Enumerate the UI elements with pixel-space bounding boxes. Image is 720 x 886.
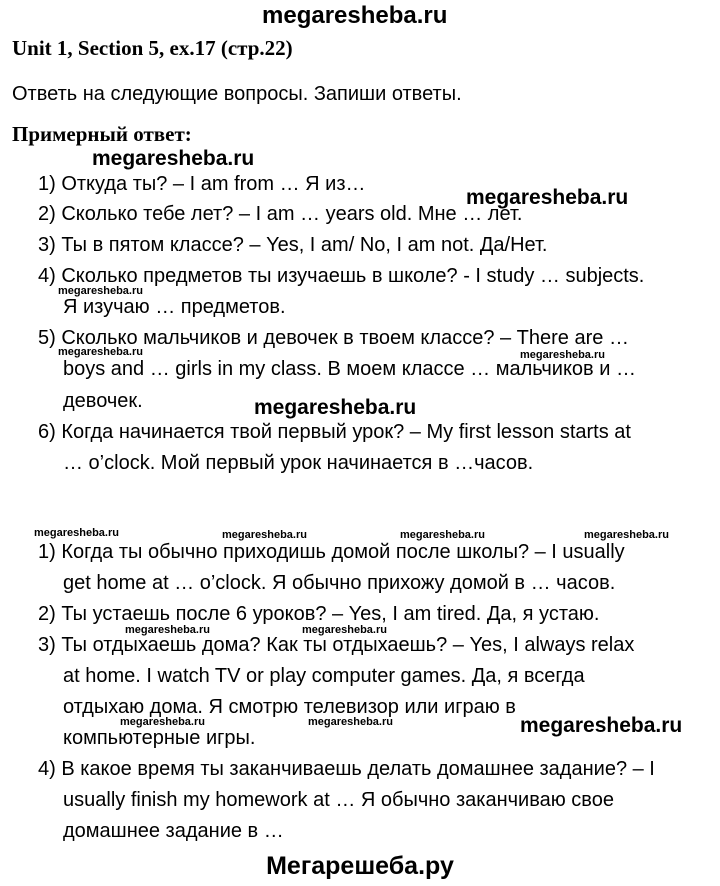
watermark: megaresheba.ru bbox=[466, 186, 629, 209]
answer-line: 1) Откуда ты? – I am from … Я из… bbox=[38, 173, 366, 195]
answer-line: домашнее задание в … bbox=[63, 820, 284, 842]
watermark: megaresheba.ru bbox=[34, 527, 119, 539]
answer-line: at home. I watch TV or play computer games. Да, я всегда bbox=[63, 665, 585, 687]
answer-line: отдыхаю дома. Я смотрю телевизор или играю в bbox=[63, 696, 516, 718]
answer-line: usually finish my homework at … Я обычно заканчиваю свое bbox=[63, 789, 614, 811]
answer-line: 5) Сколько мальчиков и девочек в твоем классе? – There are … bbox=[38, 327, 629, 349]
watermark: megaresheba.ru bbox=[520, 714, 683, 737]
answer-line: 3) Ты отдыхаешь дома? Как ты отдыхаешь? – Yes, I always relax bbox=[38, 634, 635, 656]
answer-line: 2) Сколько тебе лет? – I am … years old. Мне … лет. bbox=[38, 203, 523, 225]
watermark: megaresheba.ru bbox=[58, 285, 143, 297]
watermark: megaresheba.ru bbox=[520, 349, 605, 361]
footer-brand: Мегарешеба.ру bbox=[266, 852, 454, 880]
answer-line: boys and … girls in my class. В моем классе … мальчиков и … bbox=[63, 358, 636, 380]
watermark: megaresheba.ru bbox=[308, 716, 393, 728]
answer-line: 6) Когда начинается твой первый урок? – My first lesson starts at bbox=[38, 421, 631, 443]
watermark: megaresheba.ru bbox=[584, 529, 669, 541]
watermark: megaresheba.ru bbox=[125, 624, 210, 636]
answer-line: 3) Ты в пятом классе? – Yes, I am/ No, I am not. Да/Нет. bbox=[38, 234, 548, 256]
answer-line: 4) Сколько предметов ты изучаешь в школе? - I study … subjects. bbox=[38, 265, 645, 287]
watermark: megaresheba.ru bbox=[302, 624, 387, 636]
exercise-heading: Unit 1, Section 5, ex.17 (стр.22) bbox=[12, 36, 293, 60]
watermark: megaresheba.ru bbox=[400, 529, 485, 541]
sample-answer-label: Примерный ответ: bbox=[12, 122, 192, 146]
watermark: megaresheba.ru bbox=[58, 346, 143, 358]
answer-line: компьютерные игры. bbox=[63, 727, 256, 749]
answer-line: get home at … o’clock. Я обычно прихожу домой в … часов. bbox=[63, 572, 616, 594]
answer-line: девочек. bbox=[63, 390, 143, 412]
answer-line: Я изучаю … предметов. bbox=[63, 296, 286, 318]
watermark: megaresheba.ru bbox=[120, 716, 205, 728]
watermark: megaresheba.ru bbox=[222, 529, 307, 541]
instruction-text: Ответь на следующие вопросы. Запиши ответы. bbox=[12, 83, 462, 105]
watermark: megaresheba.ru bbox=[92, 147, 255, 170]
answer-line: 1) Когда ты обычно приходишь домой после школы? – I usually bbox=[38, 541, 625, 563]
watermark: megaresheba.ru bbox=[254, 396, 417, 419]
site-title: megaresheba.ru bbox=[262, 2, 448, 29]
answer-line: … o’clock. Мой первый урок начинается в …часов. bbox=[63, 452, 534, 474]
answer-line: 4) В какое время ты заканчиваешь делать домашнее задание? – I bbox=[38, 758, 655, 780]
answer-line: 2) Ты устаешь после 6 уроков? – Yes, I am tired. Да, я устаю. bbox=[38, 603, 600, 625]
